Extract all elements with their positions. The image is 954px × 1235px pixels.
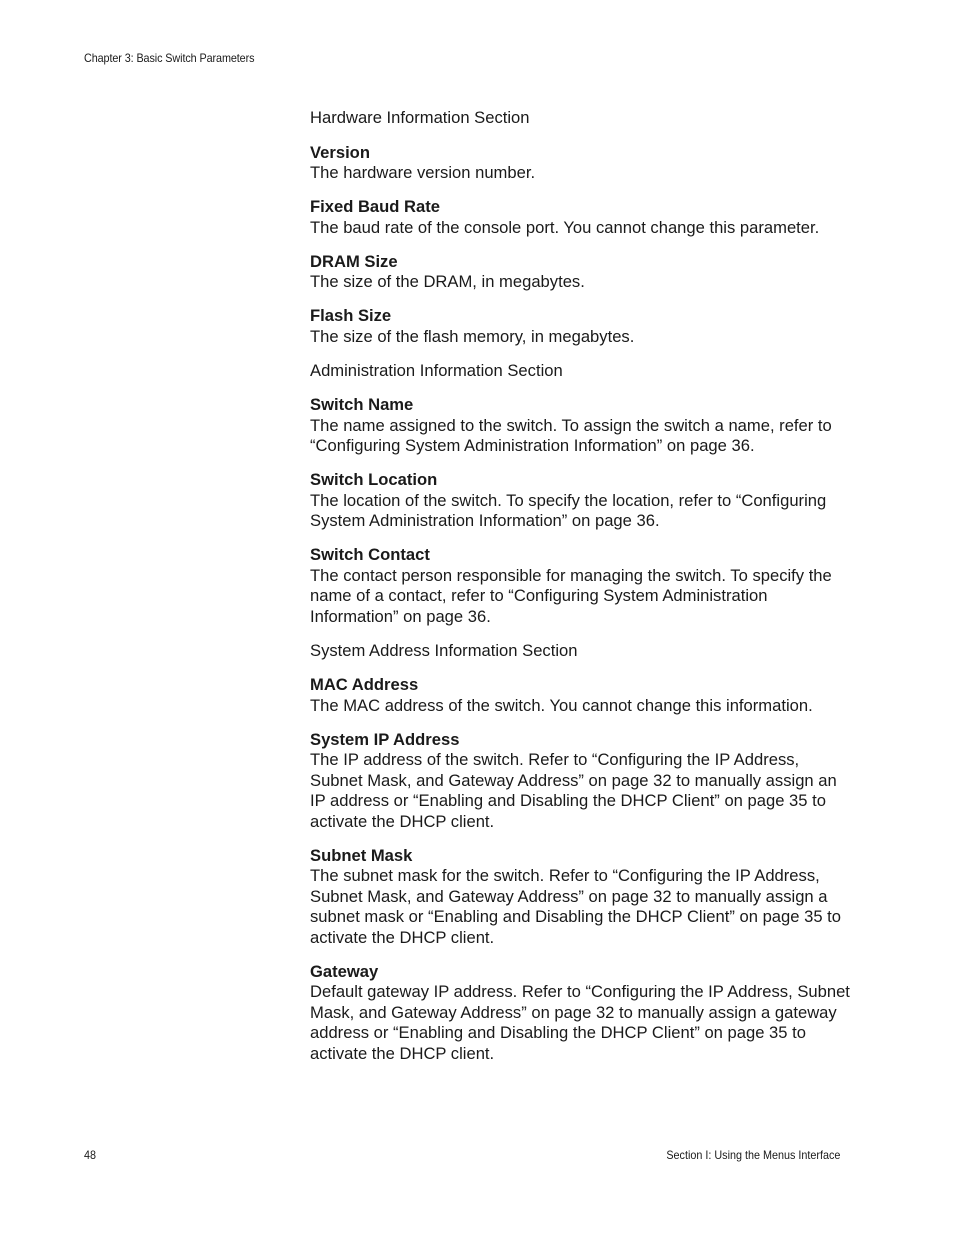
entry-description: The contact person responsible for managing the switch. To specify the name of a contact, refer to “Configuring System Administration Information” on page 36. (310, 565, 832, 626)
entry-switch-location (310, 470, 850, 532)
system-address-information-section (310, 641, 850, 1065)
page-number: 48 (84, 1148, 97, 1162)
entry-description: The subnet mask for the switch. Refer to “Configuring the IP Address, Subnet Mask, and Gateway Address” on page 32 to manually assign a subnet mask or “Enabling and Disabling the DHCP Client” on page 35 to activate the DHCP client. (310, 866, 841, 947)
entry-description: The IP address of the switch. Refer to “Configuring the IP Address, Subnet Mask, and Gateway Address” on page 32 to manually assign an IP address or “Enabling and Disabling the DHCP Client” on page 35 to activate the DHCP client. (310, 750, 837, 831)
section-heading: System Address Information Section (310, 640, 578, 660)
administration-information-section (310, 361, 850, 628)
entry-term: System IP Address (310, 729, 460, 749)
page-content (310, 108, 850, 1078)
entry-term: Switch Name (310, 395, 414, 414)
entry-dram-size (310, 252, 850, 293)
entry-description: The MAC address of the switch. You cannot change this information. (310, 695, 813, 715)
hardware-information-section (310, 108, 850, 347)
entry-description: Default gateway IP address. Refer to “Configuring the IP Address, Subnet Mask, and Gateway Address” on page 32 to manually assign a gateway address or “Enabling and Disabling the DHCP Client” on page 35 to activate the DHCP client. (310, 982, 850, 1063)
entry-fixed-baud-rate (310, 197, 850, 238)
entry-term: Gateway (310, 961, 379, 981)
running-header: Chapter 3: Basic Switch Parameters (84, 51, 255, 65)
entry-subnet-mask (310, 846, 850, 949)
entry-switch-contact (310, 545, 850, 627)
entry-term: Fixed Baud Rate (310, 197, 441, 216)
section-heading: Administration Information Section (310, 360, 563, 380)
section-heading: Hardware Information Section (310, 108, 530, 127)
entry-term: Version (310, 142, 370, 162)
entry-term: Subnet Mask (310, 845, 413, 865)
entry-switch-name (310, 395, 850, 457)
entry-version (310, 143, 850, 184)
entry-term: DRAM Size (310, 251, 398, 271)
entry-mac-address (310, 675, 850, 716)
entry-description: The size of the flash memory, in megabytes. (310, 326, 635, 346)
entry-term: Switch Contact (310, 545, 430, 564)
entry-system-ip-address (310, 730, 850, 833)
entry-term: Flash Size (310, 306, 392, 325)
entry-term: Switch Location (310, 470, 438, 489)
entry-description: The hardware version number. (310, 163, 536, 182)
footer-section-title: Section I: Using the Menus Interface (665, 1148, 840, 1162)
entry-flash-size (310, 306, 850, 347)
entry-description: The name assigned to the switch. To assign the switch a name, refer to “Configuring System Administration Information” on page 36. (310, 415, 832, 455)
entry-term: MAC Address (310, 675, 419, 694)
entry-gateway (310, 962, 850, 1065)
entry-description: The location of the switch. To specify the location, refer to “Configuring System Administration Information” on page 36. (310, 490, 827, 530)
entry-description: The baud rate of the console port. You cannot change this parameter. (310, 217, 820, 237)
entry-description: The size of the DRAM, in megabytes. (310, 272, 585, 291)
